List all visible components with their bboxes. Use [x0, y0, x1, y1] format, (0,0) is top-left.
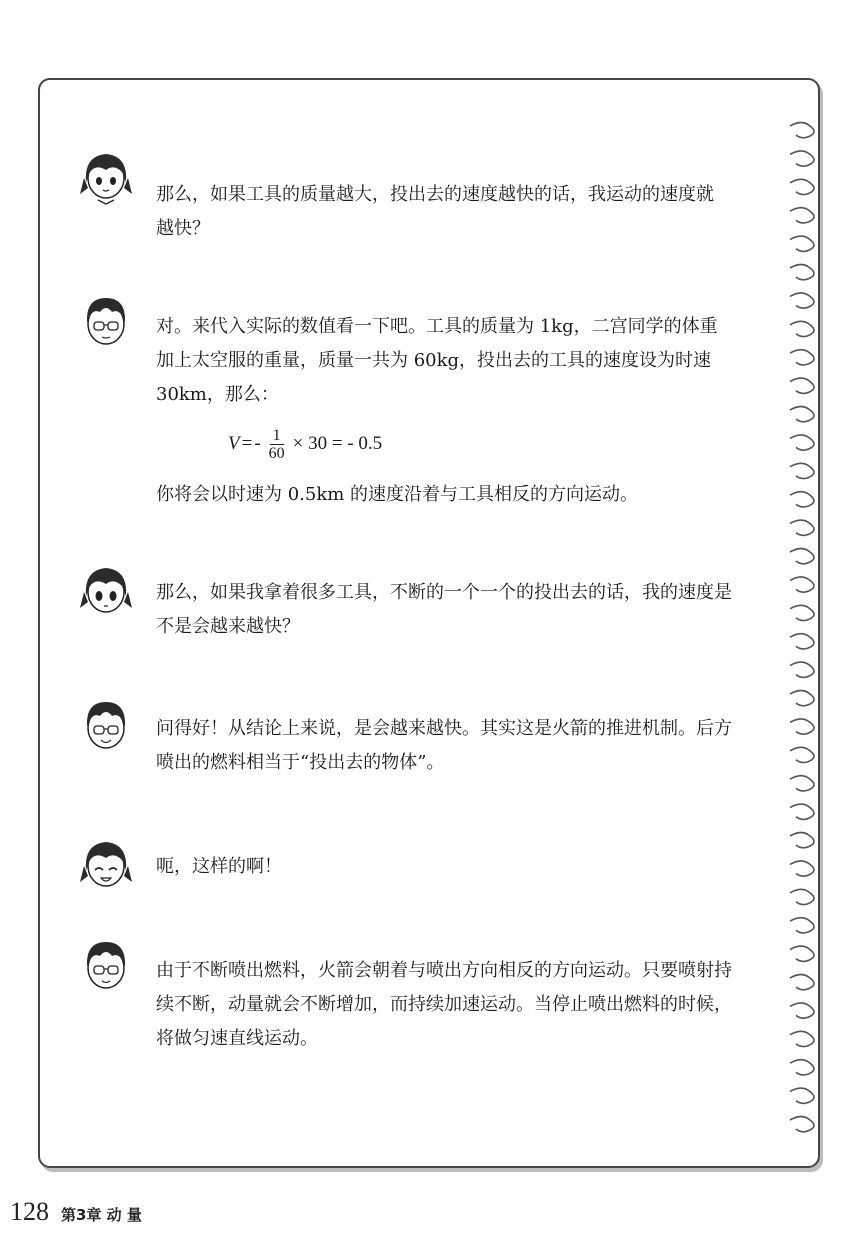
spiral-binding-icon [788, 118, 828, 1138]
velocity-formula [228, 424, 382, 464]
chapter-title: 第3章 动 量 [61, 1206, 142, 1224]
formula-sign: - [254, 433, 261, 454]
dialog-line: 越快？ [156, 218, 210, 239]
dialog-line: 30km，那么： [156, 384, 279, 405]
girl-avatar-icon [76, 148, 136, 208]
page-number: 128 [10, 1197, 49, 1226]
formula-rest: × 30 = - 0.5 [292, 433, 383, 454]
fraction-denominator: 60 [268, 444, 285, 462]
dialog-line: 加上太空服的重量，质量一共为 60kg，投出去的工具的速度设为时速 [156, 350, 712, 371]
formula-equals: = [241, 433, 253, 454]
formula-fraction [266, 427, 288, 462]
dialog-line: 对。来代入实际的数值看一下吧。工具的质量为 1kg，二宫同学的体重 [156, 316, 718, 337]
dialog-line: 呃，这样的啊！ [156, 856, 282, 877]
dialog-line: 那么，如果我拿着很多工具，不断的一个一个的投出去的话，我的速度是 [156, 582, 732, 603]
boy-avatar-icon [76, 696, 136, 756]
dialog-line: 喷出的燃料相当于“投出去的物体”。 [156, 752, 445, 773]
dialog-line: 将做匀速直线运动。 [156, 1028, 318, 1049]
dialog-line: 那么，如果工具的质量越大，投出去的速度越快的话，我运动的速度就 [156, 184, 714, 205]
formula-lhs: V [228, 433, 240, 454]
dialog-line: 不是会越来越快？ [156, 616, 300, 637]
dialog-line: 你将会以时速为 0.5km 的速度沿着与工具相反的方向运动。 [156, 484, 639, 505]
dialog-line: 由于不断喷出燃料，火箭会朝着与喷出方向相反的方向运动。只要喷射持 [156, 960, 732, 981]
girl-avatar-icon [76, 836, 136, 896]
dialog-line: 续不断，动量就会不断增加，而持续加速运动。当停止喷出燃料的时候， [156, 994, 732, 1015]
boy-avatar-icon [76, 936, 136, 996]
page-footer [10, 1197, 142, 1227]
fraction-numerator: 1 [270, 427, 284, 445]
boy-avatar-icon [76, 292, 136, 352]
dialog-line: 问得好！从结论上来说，是会越来越快。其实这是火箭的推进机制。后方 [156, 718, 732, 739]
girl-avatar-icon [76, 562, 136, 622]
